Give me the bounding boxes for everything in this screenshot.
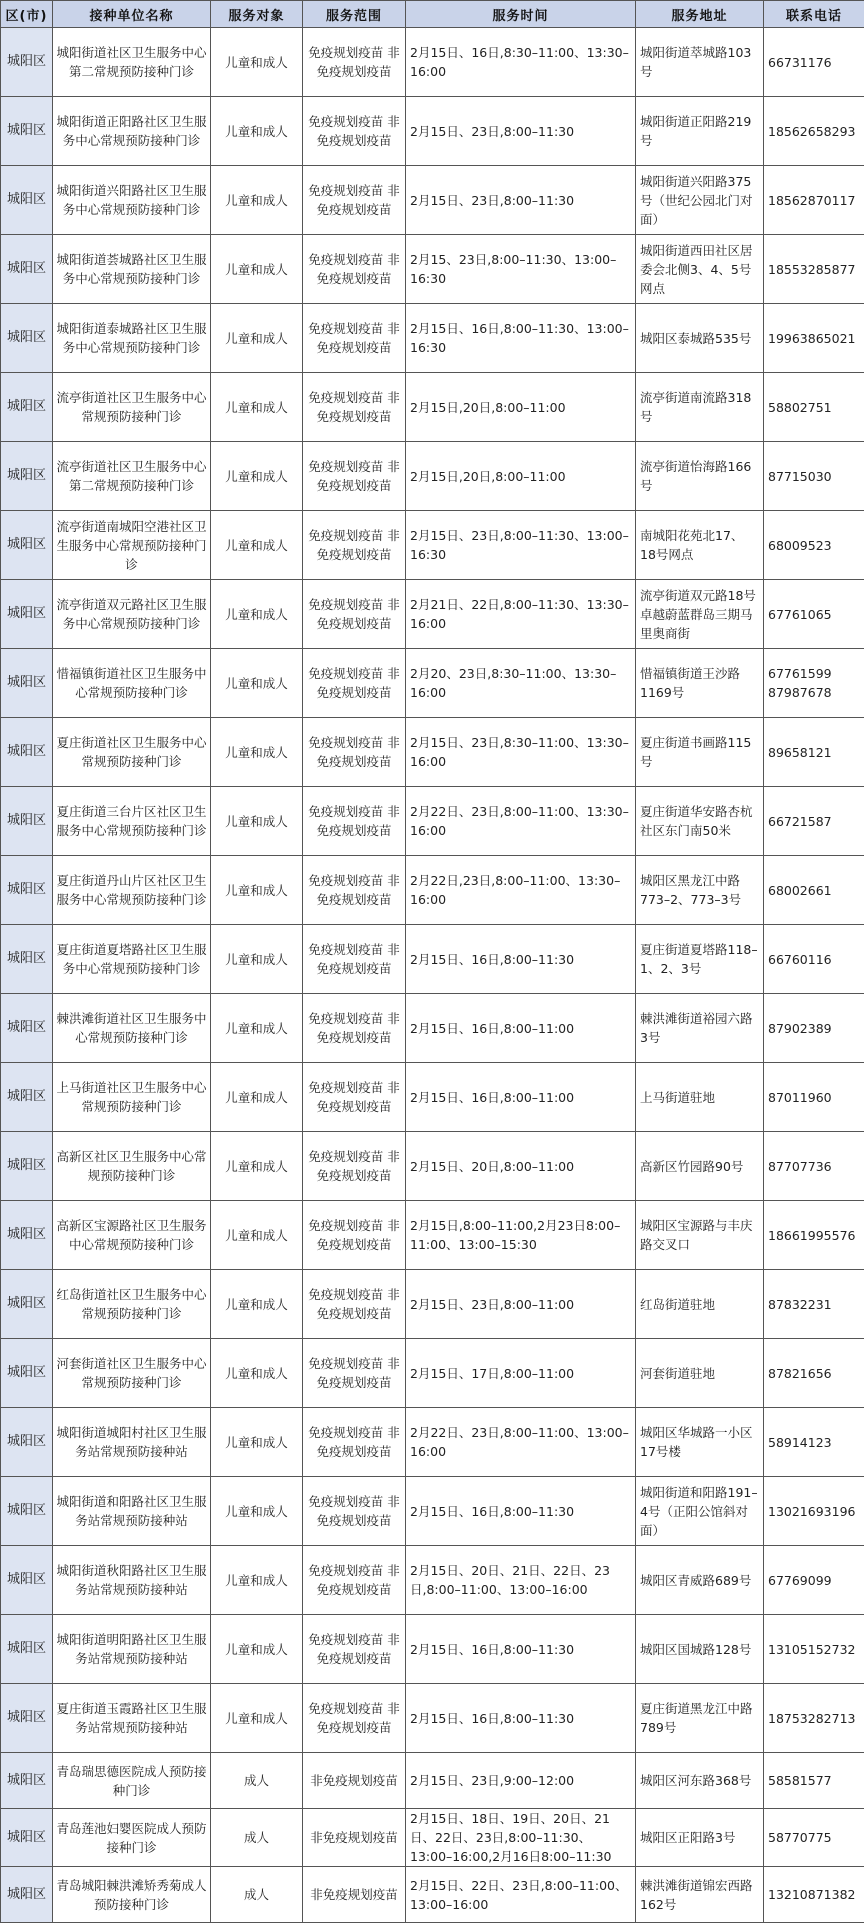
phone-cell: 66760116 bbox=[764, 925, 864, 994]
unit-name-cell: 城阳街道秋阳路社区卫生服务站常规预防接种站 bbox=[53, 1546, 211, 1615]
address-cell: 城阳区河东路368号 bbox=[636, 1753, 764, 1809]
address-cell: 惜福镇街道王沙路1169号 bbox=[636, 649, 764, 718]
phone-cell: 18562658293 bbox=[764, 97, 864, 166]
table-row bbox=[1, 1753, 864, 1809]
target-cell: 儿童和成人 bbox=[211, 580, 303, 649]
table-row bbox=[1, 97, 864, 166]
unit-name-cell: 棘洪滩街道社区卫生服务中心常规预防接种门诊 bbox=[53, 994, 211, 1063]
table-row bbox=[1, 787, 864, 856]
phone-cell: 58914123 bbox=[764, 1408, 864, 1477]
unit-name-cell: 流亭街道双元路社区卫生服务中心常规预防接种门诊 bbox=[53, 580, 211, 649]
service-time-cell: 2月15、23日,8:00–11:30、13:00–16:30 bbox=[406, 235, 636, 304]
address-cell: 流亭街道南流路318号 bbox=[636, 373, 764, 442]
district-cell: 城阳区 bbox=[1, 235, 53, 304]
target-cell: 成人 bbox=[211, 1753, 303, 1809]
service-time-cell: 2月15日、23日,8:00–11:30、13:00–16:30 bbox=[406, 511, 636, 580]
target-cell: 儿童和成人 bbox=[211, 787, 303, 856]
unit-name-cell: 流亭街道社区卫生服务中心常规预防接种门诊 bbox=[53, 373, 211, 442]
scope-cell: 免疫规划疫苗 非免疫规划疫苗 bbox=[303, 1408, 406, 1477]
table-row bbox=[1, 1477, 864, 1546]
service-time-cell: 2月15日、23日,8:00–11:30 bbox=[406, 97, 636, 166]
scope-cell: 免疫规划疫苗 非免疫规划疫苗 bbox=[303, 718, 406, 787]
service-time-cell: 2月22日,23日,8:00–11:00、13:30–16:00 bbox=[406, 856, 636, 925]
table-row bbox=[1, 580, 864, 649]
service-time-cell: 2月15日、16日,8:00–11:00 bbox=[406, 994, 636, 1063]
district-cell: 城阳区 bbox=[1, 718, 53, 787]
header-scope: 服务范围 bbox=[303, 1, 406, 28]
phone-cell: 67761599 87987678 bbox=[764, 649, 864, 718]
service-time-cell: 2月22日、23日,8:00–11:00、13:00–16:00 bbox=[406, 1408, 636, 1477]
scope-cell: 免疫规划疫苗 非免疫规划疫苗 bbox=[303, 1684, 406, 1753]
table-row bbox=[1, 304, 864, 373]
service-time-cell: 2月15日、23日,8:00–11:00 bbox=[406, 1270, 636, 1339]
scope-cell: 免疫规划疫苗 非免疫规划疫苗 bbox=[303, 1546, 406, 1615]
district-cell: 城阳区 bbox=[1, 304, 53, 373]
header-address: 服务地址 bbox=[636, 1, 764, 28]
service-time-cell: 2月21日、22日,8:00–11:30、13:30–16:00 bbox=[406, 580, 636, 649]
service-time-cell: 2月15日、16日,8:00–11:30、13:00–16:30 bbox=[406, 304, 636, 373]
district-cell: 城阳区 bbox=[1, 1132, 53, 1201]
target-cell: 儿童和成人 bbox=[211, 1684, 303, 1753]
address-cell: 流亭街道怡海路166号 bbox=[636, 442, 764, 511]
unit-name-cell: 青岛城阳棘洪滩矫秀菊成人预防接种门诊 bbox=[53, 1867, 211, 1923]
phone-cell: 66731176 bbox=[764, 28, 864, 97]
service-time-cell: 2月15日、23日,8:30–11:00、13:30–16:00 bbox=[406, 718, 636, 787]
service-time-cell: 2月20、23日,8:30–11:00、13:30–16:00 bbox=[406, 649, 636, 718]
table-row bbox=[1, 925, 864, 994]
service-time-cell: 2月15日、16日,8:00–11:30 bbox=[406, 925, 636, 994]
unit-name-cell: 夏庄街道三台片区社区卫生服务中心常规预防接种门诊 bbox=[53, 787, 211, 856]
table-row bbox=[1, 1615, 864, 1684]
district-cell: 城阳区 bbox=[1, 856, 53, 925]
unit-name-cell: 青岛莲池妇婴医院成人预防接种门诊 bbox=[53, 1809, 211, 1867]
service-time-cell: 2月15日、17日,8:00–11:00 bbox=[406, 1339, 636, 1408]
table-header-row bbox=[1, 1, 864, 28]
phone-cell: 68002661 bbox=[764, 856, 864, 925]
service-time-cell: 2月15日、22日、23日,8:00–11:00、13:00–16:00 bbox=[406, 1867, 636, 1923]
phone-cell: 18753282713 bbox=[764, 1684, 864, 1753]
table-row bbox=[1, 1546, 864, 1615]
target-cell: 儿童和成人 bbox=[211, 1546, 303, 1615]
district-cell: 城阳区 bbox=[1, 1339, 53, 1408]
unit-name-cell: 红岛街道社区卫生服务中心常规预防接种门诊 bbox=[53, 1270, 211, 1339]
service-time-cell: 2月15日、16日,8:00–11:30 bbox=[406, 1684, 636, 1753]
phone-cell: 87821656 bbox=[764, 1339, 864, 1408]
scope-cell: 免疫规划疫苗 非免疫规划疫苗 bbox=[303, 442, 406, 511]
scope-cell: 免疫规划疫苗 非免疫规划疫苗 bbox=[303, 28, 406, 97]
phone-cell: 58770775 bbox=[764, 1809, 864, 1867]
phone-cell: 89658121 bbox=[764, 718, 864, 787]
phone-cell: 18661995576 bbox=[764, 1201, 864, 1270]
scope-cell: 免疫规划疫苗 非免疫规划疫苗 bbox=[303, 925, 406, 994]
service-time-cell: 2月15日、23日,9:00–12:00 bbox=[406, 1753, 636, 1809]
table-row bbox=[1, 1339, 864, 1408]
unit-name-cell: 城阳街道泰城路社区卫生服务中心常规预防接种门诊 bbox=[53, 304, 211, 373]
phone-cell: 87707736 bbox=[764, 1132, 864, 1201]
scope-cell: 免疫规划疫苗 非免疫规划疫苗 bbox=[303, 1063, 406, 1132]
table-row bbox=[1, 1063, 864, 1132]
address-cell: 城阳街道和阳路191–4号（正阳公馆斜对面） bbox=[636, 1477, 764, 1546]
scope-cell: 免疫规划疫苗 非免疫规划疫苗 bbox=[303, 856, 406, 925]
address-cell: 城阳区华城路一小区17号楼 bbox=[636, 1408, 764, 1477]
unit-name-cell: 高新区宝源路社区卫生服务中心常规预防接种门诊 bbox=[53, 1201, 211, 1270]
address-cell: 夏庄街道黑龙江中路789号 bbox=[636, 1684, 764, 1753]
unit-name-cell: 夏庄街道夏塔路社区卫生服务中心常规预防接种门诊 bbox=[53, 925, 211, 994]
table-row bbox=[1, 1684, 864, 1753]
address-cell: 城阳区泰城路535号 bbox=[636, 304, 764, 373]
district-cell: 城阳区 bbox=[1, 925, 53, 994]
scope-cell: 免疫规划疫苗 非免疫规划疫苗 bbox=[303, 1201, 406, 1270]
district-cell: 城阳区 bbox=[1, 1408, 53, 1477]
target-cell: 儿童和成人 bbox=[211, 649, 303, 718]
unit-name-cell: 惜福镇街道社区卫生服务中心常规预防接种门诊 bbox=[53, 649, 211, 718]
phone-cell: 58581577 bbox=[764, 1753, 864, 1809]
phone-cell: 58802751 bbox=[764, 373, 864, 442]
scope-cell: 免疫规划疫苗 非免疫规划疫苗 bbox=[303, 1270, 406, 1339]
district-cell: 城阳区 bbox=[1, 1063, 53, 1132]
phone-cell: 13021693196 bbox=[764, 1477, 864, 1546]
district-cell: 城阳区 bbox=[1, 28, 53, 97]
service-time-cell: 2月15日、23日,8:00–11:30 bbox=[406, 166, 636, 235]
target-cell: 儿童和成人 bbox=[211, 1201, 303, 1270]
table-row bbox=[1, 856, 864, 925]
unit-name-cell: 城阳街道社区卫生服务中心第二常规预防接种门诊 bbox=[53, 28, 211, 97]
district-cell: 城阳区 bbox=[1, 166, 53, 235]
scope-cell: 免疫规划疫苗 非免疫规划疫苗 bbox=[303, 1339, 406, 1408]
target-cell: 儿童和成人 bbox=[211, 1339, 303, 1408]
target-cell: 儿童和成人 bbox=[211, 994, 303, 1063]
address-cell: 城阳区青威路689号 bbox=[636, 1546, 764, 1615]
table-row bbox=[1, 28, 864, 97]
district-cell: 城阳区 bbox=[1, 580, 53, 649]
unit-name-cell: 流亭街道南城阳空港社区卫生服务中心常规预防接种门诊 bbox=[53, 511, 211, 580]
district-cell: 城阳区 bbox=[1, 1615, 53, 1684]
scope-cell: 免疫规划疫苗 非免疫规划疫苗 bbox=[303, 1615, 406, 1684]
scope-cell: 免疫规划疫苗 非免疫规划疫苗 bbox=[303, 304, 406, 373]
scope-cell: 非免疫规划疫苗 bbox=[303, 1809, 406, 1867]
unit-name-cell: 城阳街道明阳路社区卫生服务站常规预防接种站 bbox=[53, 1615, 211, 1684]
district-cell: 城阳区 bbox=[1, 1867, 53, 1923]
phone-cell: 19963865021 bbox=[764, 304, 864, 373]
address-cell: 城阳街道兴阳路375号（世纪公园北门对面） bbox=[636, 166, 764, 235]
phone-cell: 67769099 bbox=[764, 1546, 864, 1615]
district-cell: 城阳区 bbox=[1, 1753, 53, 1809]
unit-name-cell: 夏庄街道社区卫生服务中心常规预防接种门诊 bbox=[53, 718, 211, 787]
table-row bbox=[1, 166, 864, 235]
header-time: 服务时间 bbox=[406, 1, 636, 28]
phone-cell: 87832231 bbox=[764, 1270, 864, 1339]
address-cell: 棘洪滩街道锦宏西路162号 bbox=[636, 1867, 764, 1923]
service-time-cell: 2月15日,20日,8:00–11:00 bbox=[406, 373, 636, 442]
table-row bbox=[1, 1132, 864, 1201]
target-cell: 儿童和成人 bbox=[211, 28, 303, 97]
district-cell: 城阳区 bbox=[1, 1684, 53, 1753]
scope-cell: 免疫规划疫苗 非免疫规划疫苗 bbox=[303, 1477, 406, 1546]
target-cell: 儿童和成人 bbox=[211, 718, 303, 787]
address-cell: 城阳区国城路128号 bbox=[636, 1615, 764, 1684]
table-row bbox=[1, 1867, 864, 1923]
address-cell: 棘洪滩街道裕园六路3号 bbox=[636, 994, 764, 1063]
scope-cell: 免疫规划疫苗 非免疫规划疫苗 bbox=[303, 166, 406, 235]
target-cell: 儿童和成人 bbox=[211, 1477, 303, 1546]
target-cell: 成人 bbox=[211, 1809, 303, 1867]
table-row bbox=[1, 1408, 864, 1477]
address-cell: 城阳区正阳路3号 bbox=[636, 1809, 764, 1867]
address-cell: 流亭街道双元路18号卓越蔚蓝群岛三期马里奥商街 bbox=[636, 580, 764, 649]
unit-name-cell: 青岛瑞思德医院成人预防接种门诊 bbox=[53, 1753, 211, 1809]
target-cell: 儿童和成人 bbox=[211, 1063, 303, 1132]
unit-name-cell: 上马街道社区卫生服务中心常规预防接种门诊 bbox=[53, 1063, 211, 1132]
unit-name-cell: 夏庄街道玉霞路社区卫生服务站常规预防接种站 bbox=[53, 1684, 211, 1753]
address-cell: 南城阳花苑北17、18号网点 bbox=[636, 511, 764, 580]
target-cell: 儿童和成人 bbox=[211, 373, 303, 442]
address-cell: 城阳区黑龙江中路773–2、773–3号 bbox=[636, 856, 764, 925]
service-time-cell: 2月22日、23日,8:00–11:00、13:30–16:00 bbox=[406, 787, 636, 856]
target-cell: 儿童和成人 bbox=[211, 1615, 303, 1684]
header-target: 服务对象 bbox=[211, 1, 303, 28]
phone-cell: 18553285877 bbox=[764, 235, 864, 304]
table-row bbox=[1, 649, 864, 718]
phone-cell: 68009523 bbox=[764, 511, 864, 580]
address-cell: 红岛街道驻地 bbox=[636, 1270, 764, 1339]
table-row bbox=[1, 1201, 864, 1270]
district-cell: 城阳区 bbox=[1, 373, 53, 442]
phone-cell: 67761065 bbox=[764, 580, 864, 649]
service-time-cell: 2月15日,8:00–11:00,2月23日8:00–11:00、13:00–15:30 bbox=[406, 1201, 636, 1270]
district-cell: 城阳区 bbox=[1, 1546, 53, 1615]
target-cell: 儿童和成人 bbox=[211, 97, 303, 166]
table-row bbox=[1, 718, 864, 787]
table-row bbox=[1, 511, 864, 580]
service-time-cell: 2月15日、16日,8:00–11:30 bbox=[406, 1615, 636, 1684]
service-time-cell: 2月15日、16日,8:30–11:00、13:30–16:00 bbox=[406, 28, 636, 97]
unit-name-cell: 河套街道社区卫生服务中心常规预防接种门诊 bbox=[53, 1339, 211, 1408]
unit-name-cell: 城阳街道和阳路社区卫生服务站常规预防接种站 bbox=[53, 1477, 211, 1546]
header-unit-name: 接种单位名称 bbox=[53, 1, 211, 28]
table-row bbox=[1, 994, 864, 1063]
district-cell: 城阳区 bbox=[1, 1201, 53, 1270]
service-time-cell: 2月15日、20日、21日、22日、23日,8:00–11:00、13:00–16:00 bbox=[406, 1546, 636, 1615]
table-row bbox=[1, 235, 864, 304]
address-cell: 城阳区宝源路与丰庆路交叉口 bbox=[636, 1201, 764, 1270]
district-cell: 城阳区 bbox=[1, 1270, 53, 1339]
phone-cell: 13210871382 bbox=[764, 1867, 864, 1923]
service-time-cell: 2月15日,20日,8:00–11:00 bbox=[406, 442, 636, 511]
address-cell: 夏庄街道夏塔路118–1、2、3号 bbox=[636, 925, 764, 994]
district-cell: 城阳区 bbox=[1, 97, 53, 166]
phone-cell: 87715030 bbox=[764, 442, 864, 511]
target-cell: 儿童和成人 bbox=[211, 925, 303, 994]
scope-cell: 免疫规划疫苗 非免疫规划疫苗 bbox=[303, 787, 406, 856]
header-district: 区(市) bbox=[1, 1, 53, 28]
target-cell: 儿童和成人 bbox=[211, 511, 303, 580]
district-cell: 城阳区 bbox=[1, 442, 53, 511]
unit-name-cell: 城阳街道荟城路社区卫生服务中心常规预防接种门诊 bbox=[53, 235, 211, 304]
district-cell: 城阳区 bbox=[1, 787, 53, 856]
scope-cell: 免疫规划疫苗 非免疫规划疫苗 bbox=[303, 373, 406, 442]
service-time-cell: 2月15日、16日,8:00–11:30 bbox=[406, 1477, 636, 1546]
target-cell: 儿童和成人 bbox=[211, 442, 303, 511]
address-cell: 河套街道驻地 bbox=[636, 1339, 764, 1408]
unit-name-cell: 流亭街道社区卫生服务中心第二常规预防接种门诊 bbox=[53, 442, 211, 511]
scope-cell: 非免疫规划疫苗 bbox=[303, 1753, 406, 1809]
address-cell: 城阳街道正阳路219号 bbox=[636, 97, 764, 166]
table-row bbox=[1, 442, 864, 511]
target-cell: 儿童和成人 bbox=[211, 1270, 303, 1339]
scope-cell: 免疫规划疫苗 非免疫规划疫苗 bbox=[303, 1132, 406, 1201]
target-cell: 儿童和成人 bbox=[211, 856, 303, 925]
phone-cell: 13105152732 bbox=[764, 1615, 864, 1684]
phone-cell: 87902389 bbox=[764, 994, 864, 1063]
service-time-cell: 2月15日、20日,8:00–11:00 bbox=[406, 1132, 636, 1201]
scope-cell: 免疫规划疫苗 非免疫规划疫苗 bbox=[303, 235, 406, 304]
service-time-cell: 2月15日、16日,8:00–11:00 bbox=[406, 1063, 636, 1132]
table-row bbox=[1, 1809, 864, 1867]
address-cell: 夏庄街道书画路115号 bbox=[636, 718, 764, 787]
scope-cell: 免疫规划疫苗 非免疫规划疫苗 bbox=[303, 511, 406, 580]
table-row bbox=[1, 1270, 864, 1339]
target-cell: 儿童和成人 bbox=[211, 304, 303, 373]
target-cell: 儿童和成人 bbox=[211, 166, 303, 235]
target-cell: 成人 bbox=[211, 1867, 303, 1923]
target-cell: 儿童和成人 bbox=[211, 1408, 303, 1477]
scope-cell: 免疫规划疫苗 非免疫规划疫苗 bbox=[303, 994, 406, 1063]
scope-cell: 免疫规划疫苗 非免疫规划疫苗 bbox=[303, 649, 406, 718]
unit-name-cell: 高新区社区卫生服务中心常规预防接种门诊 bbox=[53, 1132, 211, 1201]
unit-name-cell: 城阳街道兴阳路社区卫生服务中心常规预防接种门诊 bbox=[53, 166, 211, 235]
phone-cell: 18562870117 bbox=[764, 166, 864, 235]
phone-cell: 87011960 bbox=[764, 1063, 864, 1132]
unit-name-cell: 城阳街道正阳路社区卫生服务中心常规预防接种门诊 bbox=[53, 97, 211, 166]
address-cell: 高新区竹园路90号 bbox=[636, 1132, 764, 1201]
target-cell: 儿童和成人 bbox=[211, 235, 303, 304]
service-time-cell: 2月15日、18日、19日、20日、21日、22日、23日,8:00–11:30、13:00–16:00,2月16日8:00–11:30 bbox=[406, 1809, 636, 1867]
address-cell: 城阳街道西田社区居委会北侧3、4、5号网点 bbox=[636, 235, 764, 304]
unit-name-cell: 城阳街道城阳村社区卫生服务站常规预防接种站 bbox=[53, 1408, 211, 1477]
address-cell: 夏庄街道华安路杏杭社区东门南50米 bbox=[636, 787, 764, 856]
phone-cell: 66721587 bbox=[764, 787, 864, 856]
target-cell: 儿童和成人 bbox=[211, 1132, 303, 1201]
unit-name-cell: 夏庄街道丹山片区社区卫生服务中心常规预防接种门诊 bbox=[53, 856, 211, 925]
district-cell: 城阳区 bbox=[1, 994, 53, 1063]
header-phone: 联系电话 bbox=[764, 1, 864, 28]
scope-cell: 免疫规划疫苗 非免疫规划疫苗 bbox=[303, 580, 406, 649]
scope-cell: 免疫规划疫苗 非免疫规划疫苗 bbox=[303, 97, 406, 166]
scope-cell: 非免疫规划疫苗 bbox=[303, 1867, 406, 1923]
district-cell: 城阳区 bbox=[1, 511, 53, 580]
table-body bbox=[1, 28, 864, 1923]
address-cell: 上马街道驻地 bbox=[636, 1063, 764, 1132]
district-cell: 城阳区 bbox=[1, 649, 53, 718]
address-cell: 城阳街道萃城路103号 bbox=[636, 28, 764, 97]
district-cell: 城阳区 bbox=[1, 1477, 53, 1546]
district-cell: 城阳区 bbox=[1, 1809, 53, 1867]
table-row bbox=[1, 373, 864, 442]
